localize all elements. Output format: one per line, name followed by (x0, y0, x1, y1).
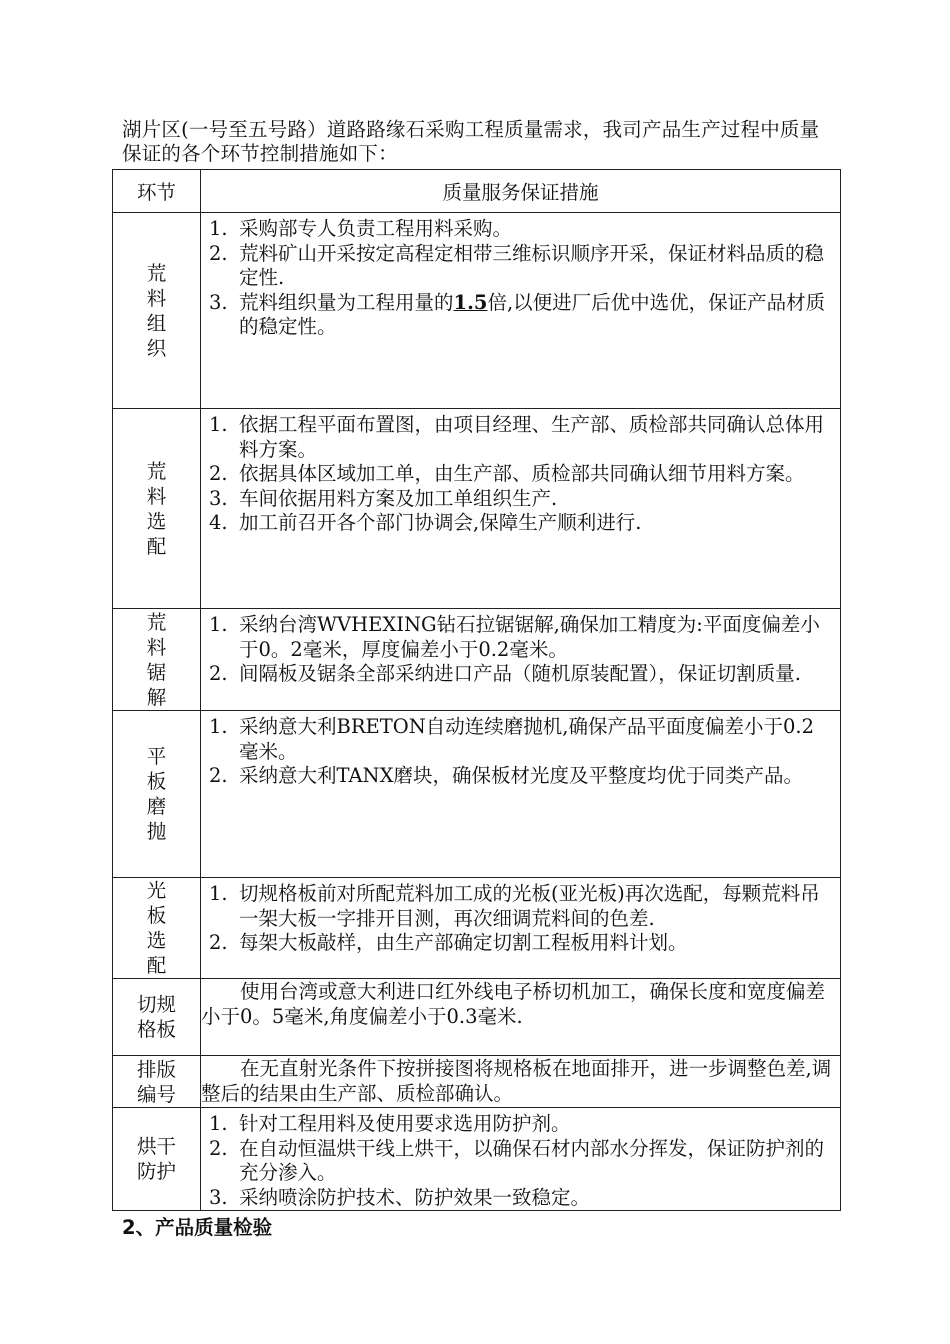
list-item: 1. 采纳台湾WVHEXING钻石拉锯锯解,确保加工精度为:平面度偏差小于0。2毫米，厚度偏差小于0.2毫米。 (209, 613, 820, 661)
list-item: 1. 切规格板前对所配荒料加工成的光板(亚光板)再次选配，每颗荒料吊一架大板一字排开目测，再次细调荒料间的色差. (209, 882, 820, 930)
list-item: 2. 在自动恒温烘干线上烘干，以确保石材内部水分挥发，保证防护剂的充分渗入。 (209, 1136, 825, 1184)
measures-cell (201, 878, 841, 979)
list-item: 1. 依据工程平面布置图，由项目经理、生产部、质检部共同确认总体用料方案。 (209, 413, 825, 461)
list-item: 2. 采纳意大利TANX磨块，确保板材光度及平整度均优于同类产品。 (209, 764, 803, 787)
table-row (113, 711, 841, 878)
list-item: 3. 车间依据用料方案及加工单组织生产. (209, 486, 558, 510)
measures-cell: 在无直射光条件下按拼接图将规格板在地面排开，进一步调整色差,调整后的结果由生产部、质检部确认。 (201, 1056, 841, 1108)
stage-cell: 排版 编号 (113, 1056, 201, 1108)
list-item: 3. 采纳喷涂防护技术、防护效果一致稳定。 (209, 1185, 591, 1209)
table-row (113, 878, 841, 979)
table-row (113, 213, 841, 409)
list-item: 3. 荒料组织量为工程用量的1.5倍,以便进厂后优中选优，保证产品材质的稳定性。 (209, 290, 826, 338)
stage-cell: 荒 料 锯 解 (113, 609, 201, 711)
table-row (113, 609, 841, 711)
measures-cell: 使用台湾或意大利进口红外线电子桥切机加工，确保长度和宽度偏差小于0。5毫米,角度偏差小于0.3毫米. (201, 979, 841, 1056)
list-item: 1. 采纳意大利BRETON自动连续磨抛机,确保产品平面度偏差小于0.2毫米。 (209, 715, 815, 763)
intro-paragraph: 湖片区(一号至五号路）道路路缘石采购工程质量需求，我司产品生产过程中质量保证的各个环节控制措施如下： (122, 118, 820, 165)
quality-measures-table (112, 169, 841, 1211)
table-row (113, 1108, 841, 1211)
highlighted-value: 1.5 (453, 290, 488, 314)
header-measures: 质量服务保证措施 (201, 170, 841, 213)
stage-cell: 平 板 磨 抛 (113, 711, 201, 878)
measures-cell (201, 1108, 841, 1211)
section-heading: 2、产品质量检验 (122, 1216, 273, 1239)
list-item: 2. 间隔板及锯条全部采纳进口产品（随机原装配置），保证切割质量. (209, 662, 801, 685)
list-item: 1. 针对工程用料及使用要求选用防护剂。 (209, 1112, 571, 1135)
table-header-row (113, 170, 841, 213)
list-item: 2. 依据具体区域加工单，由生产部、质检部共同确认细节用料方案。 (209, 462, 805, 485)
stage-cell: 烘干 防护 (113, 1108, 201, 1211)
list-item: 2. 每架大板敲样，由生产部确定切割工程板用料计划。 (209, 931, 688, 954)
measures-cell (201, 213, 841, 409)
stage-cell: 切规 格板 (113, 979, 201, 1056)
stage-cell: 光 板 选 配 (113, 878, 201, 979)
table-row (113, 1056, 841, 1108)
table-row (113, 409, 841, 609)
list-item: 4. 加工前召开各个部门协调会,保障生产顺利进行. (209, 511, 642, 534)
list-item: 2. 荒料矿山开采按定高程定相带三维标识顺序开采，保证材料品质的稳定性. (209, 241, 825, 289)
measures-cell (201, 609, 841, 711)
list-item: 1. 采购部专人负责工程用料采购。 (209, 217, 513, 240)
measures-cell (201, 409, 841, 609)
table-row (113, 979, 841, 1056)
stage-cell: 荒 料 组 织 (113, 213, 201, 409)
stage-cell: 荒 料 选 配 (113, 409, 201, 609)
measures-cell (201, 711, 841, 878)
header-stage: 环节 (113, 170, 201, 213)
